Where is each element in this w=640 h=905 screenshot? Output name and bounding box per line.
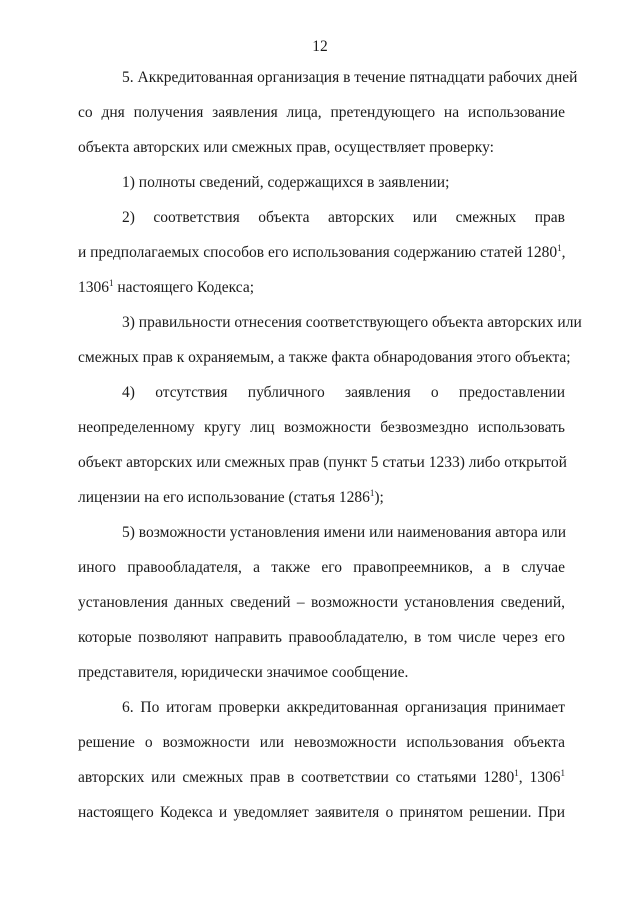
- text-run: 4) отсутствия публичного заявления о предоставлении: [122, 384, 565, 401]
- text-run: );: [374, 489, 384, 506]
- text-line: [78, 278, 565, 298]
- superscript: 1: [560, 768, 565, 778]
- text-line: [78, 593, 565, 613]
- superscript: 1: [514, 768, 519, 778]
- text-line: [78, 488, 565, 508]
- text-run: решение о возможности или невозможности использования объекта: [78, 734, 565, 751]
- text-run: , 1306: [518, 769, 561, 786]
- text-run: ,: [561, 244, 566, 261]
- text-line: [78, 243, 565, 263]
- text-run: со дня получения заявления лица, претендующего на использование: [78, 104, 565, 121]
- superscript: 1: [557, 243, 562, 253]
- text-run: и предполагаемых способов его использования содержанию статей 1280: [78, 244, 558, 261]
- text-run: настоящего Кодекса и уведомляет заявителя о принятом решении. При: [78, 804, 565, 821]
- text-run: иного правообладателя, а также его правопреемников, а в случае: [78, 559, 565, 576]
- text-run: представителя, юридически значимое сообщение.: [78, 664, 409, 681]
- text-run: 3) правильности отнесения соответствующего объекта авторских или: [122, 314, 582, 331]
- text-run: 6. По итогам проверки аккредитованная организация принимает: [122, 699, 565, 716]
- text-line: [122, 173, 565, 193]
- text-line: [78, 733, 565, 753]
- text-run: 1306: [78, 279, 109, 296]
- superscript: 1: [369, 488, 375, 498]
- superscript: 1: [109, 278, 114, 288]
- text-run: установления данных сведений – возможности установления сведений,: [78, 594, 565, 611]
- text-line: [122, 208, 565, 228]
- text-line: [78, 138, 565, 158]
- text-line: [78, 453, 565, 473]
- text-line: [122, 313, 582, 333]
- text-line: [78, 558, 565, 578]
- text-line: [122, 383, 565, 403]
- text-line: [78, 103, 565, 123]
- text-run: которые позволяют направить правообладателю, в том числе через его: [78, 629, 565, 646]
- text-run: 5) возможности установления имени или наименования автора или: [122, 524, 567, 541]
- text-run: объект авторских или смежных прав (пункт 5 статьи 1233) либо открытой: [78, 454, 567, 471]
- text-run: авторских или смежных прав в соответствии со статьями 1280: [78, 769, 515, 786]
- text-run: настоящего Кодекса;: [113, 279, 255, 296]
- text-run: смежных прав к охраняемым, а также факта обнародования этого объекта;: [78, 349, 571, 366]
- text-line: [78, 348, 571, 368]
- text-run: 5. Аккредитованная организация в течение пятнадцати рабочих дней: [122, 69, 578, 86]
- text-line: [122, 698, 565, 718]
- text-run: лицензии на его использование (статья 1286: [78, 489, 370, 506]
- text-line: [122, 68, 578, 88]
- text-line: [78, 768, 565, 788]
- text-line: [122, 523, 565, 543]
- text-line: [78, 663, 565, 683]
- text-run: 1) полноты сведений, содержащихся в заявлении;: [122, 174, 450, 191]
- text-run: объекта авторских или смежных прав, осуществляет проверку:: [78, 139, 494, 156]
- text-line: [78, 803, 565, 823]
- text-run: неопределенному кругу лиц возможности безвозмездно использовать: [78, 419, 565, 436]
- text-line: [78, 628, 565, 648]
- page-number: 12: [312, 38, 328, 55]
- text-line: [78, 418, 565, 438]
- text-run: 2) соответствия объекта авторских или смежных прав: [122, 209, 565, 226]
